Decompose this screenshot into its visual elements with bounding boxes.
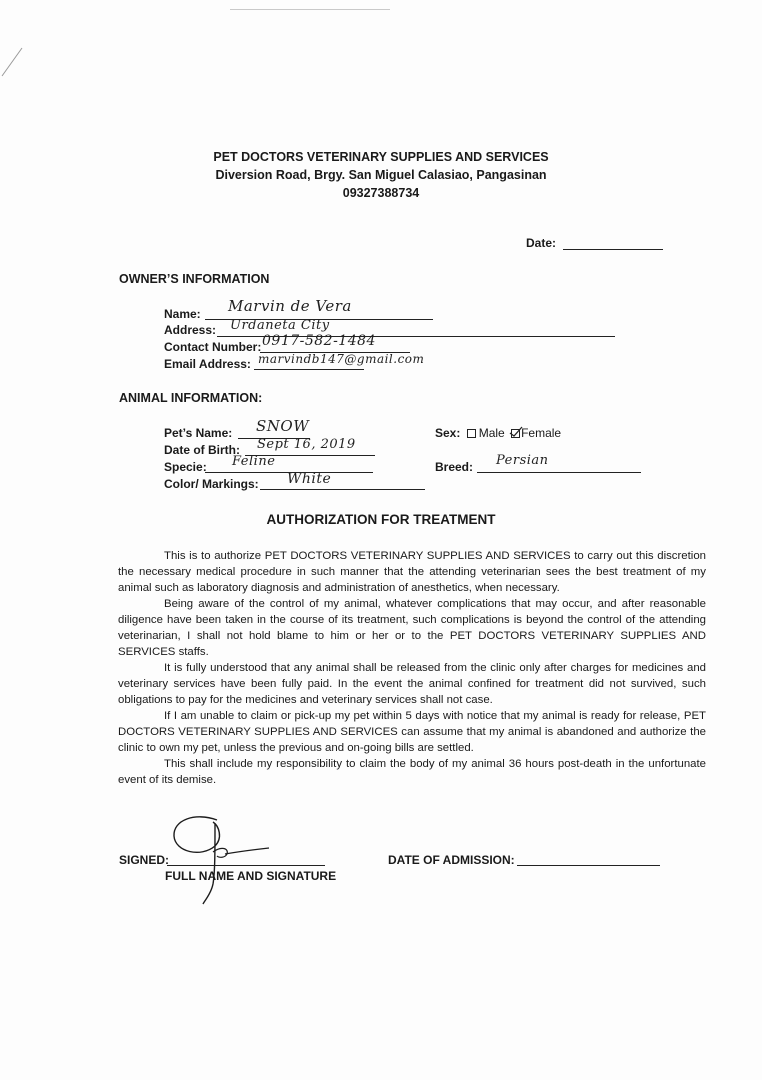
scan-edge-top [230,9,390,10]
sex-female-checkbox[interactable] [511,429,520,438]
breed-field[interactable] [477,472,641,473]
specie-value: Feline [232,454,276,469]
date-of-admission-field[interactable] [517,865,660,866]
sex-female-label: Female [521,426,562,440]
authorization-paragraph: It is fully understood that any animal shall be released from the clinic only after charges for medicines and veterinary services have been fully paid. In the event the animal confined for treatment did not survived, such obligations to pay for the medicines and veterinary services shall not case. [118,662,706,706]
authorization-title: AUTHORIZATION FOR TREATMENT [266,512,496,527]
clinic-phone: 09327388734 [342,186,420,200]
handwritten-signature [165,812,280,907]
owner-address-value: Urdaneta City [230,318,330,333]
sex-label: Sex: [435,426,461,440]
clinic-name: PET DOCTORS VETERINARY SUPPLIES AND SERVICES [213,150,549,164]
check-mark-icon [509,426,523,438]
signed-label: SIGNED: [119,853,170,867]
clinic-header [0,148,762,202]
color-value: White [287,471,332,487]
authorization-paragraph: This shall include my responsibility to claim the body of my animal 36 hours post-death in the unfortunate event of its demise. [118,758,706,786]
sex-male-checkbox[interactable] [467,429,476,438]
pet-name-label: Pet’s Name: [164,426,233,440]
owner-email-value: marvindb147@gmail.com [258,352,425,366]
authorization-paragraph: This is to authorize PET DOCTORS VETERINARY SUPPLIES AND SERVICES to carry out this discretion the necessary medical procedure in such manner that the attending veterinarian sees the best treatment of my animal such as laboratory diagnosis and administration of anesthetics, when necessary. [118,550,706,594]
dob-value: Sept 16, 2019 [257,437,356,452]
date-of-admission-label: DATE OF ADMISSION: [388,853,515,867]
color-field[interactable] [260,489,425,490]
clinic-address: Diversion Road, Brgy. San Miguel Calasiao, Pangasinan [215,168,547,182]
scan-mark [0,40,30,80]
sex-field [435,426,561,440]
authorization-paragraph: If I am unable to claim or pick-up my pet within 5 days with notice that my animal is ready for release, PET DOCTORS VETERINARY SUPPLIES AND SERVICES can assume that my animal is abandoned and authorize the clinic to own my pet, unless the previous and on-going bills are settled. [118,710,706,754]
breed-value: Persian [496,453,549,468]
dob-label: Date of Birth: [164,443,240,457]
owner-contact-value: 0917-582-1484 [262,333,376,349]
owner-name-label: Name: [164,307,201,321]
owner-email-field[interactable] [254,369,364,370]
owner-name-value: Marvin de Vera [228,297,352,315]
owner-contact-label: Contact Number: [164,340,262,354]
full-name-label: FULL NAME AND SIGNATURE [165,869,337,883]
owner-section-heading: OWNER’S INFORMATION [119,272,270,286]
color-label: Color/ Markings: [164,477,259,491]
date-label: Date: [526,236,557,250]
date-field[interactable] [563,249,663,250]
owner-email-label: Email Address: [164,357,251,371]
sex-male-label: Male [478,426,505,440]
specie-label: Specie: [164,460,207,474]
authorization-body [118,548,706,788]
authorization-paragraph: Being aware of the control of my animal, whatever complications that may occur, and after reasonable diligence have been taken in the course of its treatment, such complications is beyond the control of the attending veterinarian, I shall not hold blame to him or her or to the PET DOCTORS VETERINARY SUPPLIES AND SERVICES staffs. [118,598,706,658]
animal-section-heading: ANIMAL INFORMATION: [119,391,263,405]
pet-name-value: SNOW [256,417,310,435]
owner-address-label: Address: [164,323,217,337]
breed-label: Breed: [435,460,474,474]
